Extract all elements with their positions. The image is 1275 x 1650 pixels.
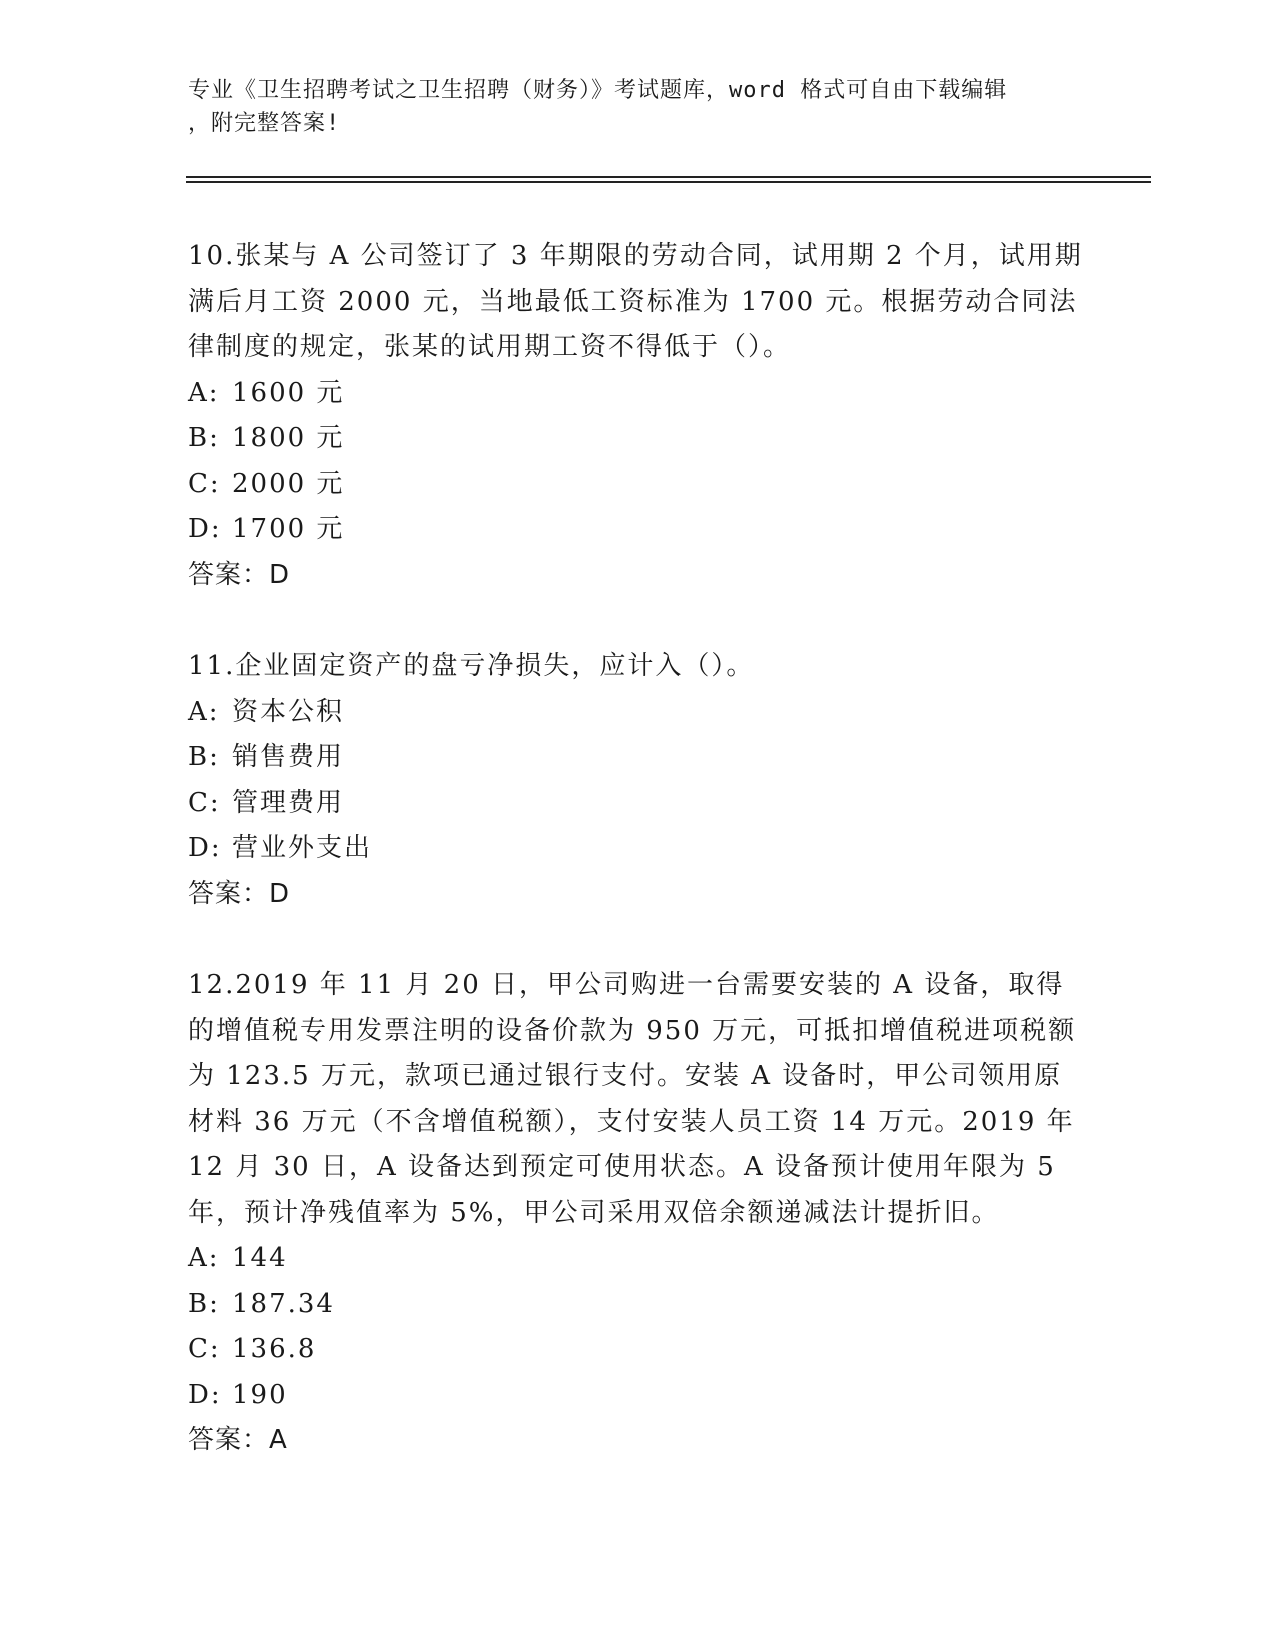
option-d [188, 826, 1088, 872]
question-11 [188, 644, 1088, 917]
option-text: 144 [232, 1243, 288, 1273]
option-key: A: [188, 1243, 220, 1273]
option-d [188, 507, 1088, 553]
option-a [188, 371, 1088, 417]
option-key: B: [188, 423, 220, 453]
option-key: A: [188, 696, 220, 727]
option-key: A: [188, 377, 220, 408]
option-key: C: [188, 468, 221, 499]
answer-label: 答案：D [188, 559, 291, 590]
option-b [188, 416, 1088, 462]
answer-label: 答案：D [188, 878, 291, 909]
header-divider-top [186, 176, 1151, 178]
question-12 [188, 963, 1088, 1464]
option-text: 2000 元 [232, 468, 345, 499]
question-stem: 10.张某与 A 公司签订了 3 年期限的劳动合同，试用期 2 个月，试用期满后月工资 2000 元，当地最低工资标准为 1700 元。根据劳动合同法律制度的规定，张某的试用期工资不得低于（）。 [188, 241, 1083, 362]
document-header [188, 74, 1088, 140]
option-text: 136.8 [232, 1334, 317, 1364]
option-text: 销售费用 [232, 742, 345, 772]
option-text: 营业外支出 [232, 833, 373, 863]
option-text: 1800 元 [232, 423, 345, 453]
header-line-2: ，附完整答案! [188, 111, 341, 136]
option-key: D: [188, 1379, 222, 1410]
option-key: C: [188, 787, 221, 818]
option-d [188, 1373, 1088, 1419]
option-text: 资本公积 [232, 696, 345, 727]
option-c [188, 781, 1088, 827]
option-text: 187.34 [232, 1288, 335, 1319]
option-text: 管理费用 [232, 787, 345, 818]
question-10 [188, 234, 1088, 598]
header-line-1: 专业《卫生招聘考试之卫生招聘（财务）》考试题库，word 格式可自由下载编辑 [188, 78, 1008, 103]
option-key: C: [188, 1334, 221, 1364]
option-text: 1600 元 [232, 377, 345, 408]
option-text: 1700 元 [232, 514, 345, 544]
answer-label: 答案：A [188, 1425, 288, 1455]
question-stem: 12.2019 年 11 月 20 日，甲公司购进一台需要安装的 A 设备，取得的增值税专用发票注明的设备价款为 950 万元，可抵扣增值税进项税额为 123.5 万元，款项已通过银行支付。安装 A 设备时，甲公司领用原材料 36 万元（不含增值税额），支付安装人员工资 14 万元。2019 年 12 月 30 日，A 设备达到预定可使用状态。A 设备预计使用年限为 5 年，预计净残值率为 5%，甲公司采用双倍余额递减法计提折旧。 [188, 970, 1077, 1228]
option-c [188, 1327, 1088, 1373]
option-a [188, 1236, 1088, 1282]
option-key: B: [188, 742, 220, 772]
option-b [188, 1282, 1088, 1328]
question-stem: 11.企业固定资产的盘亏净损失，应计入（）。 [188, 651, 755, 681]
option-key: D: [188, 514, 222, 544]
option-a [188, 690, 1088, 736]
option-b [188, 735, 1088, 781]
option-text: 190 [232, 1379, 288, 1410]
option-key: B: [188, 1288, 220, 1319]
option-c [188, 462, 1088, 508]
header-divider-bottom [186, 181, 1151, 183]
option-key: D: [188, 833, 222, 863]
